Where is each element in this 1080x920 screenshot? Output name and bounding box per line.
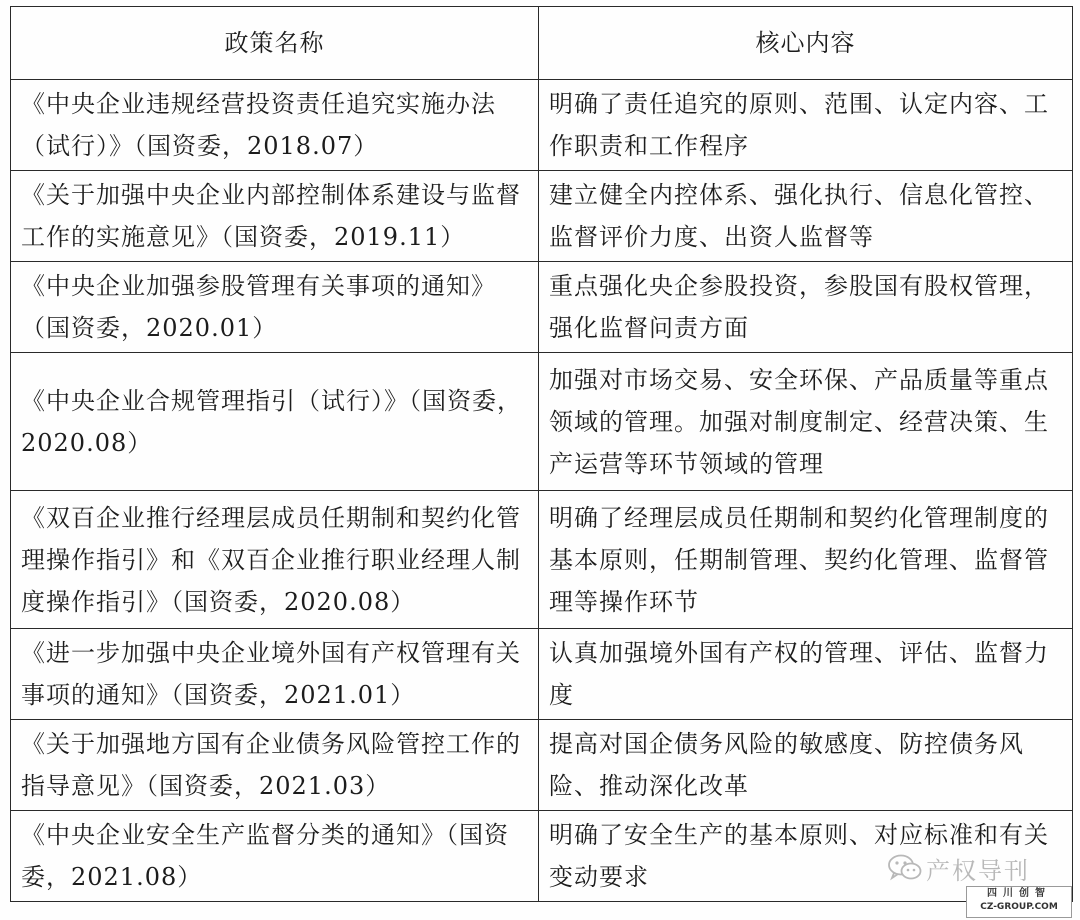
core-content-cell: 加强对市场交易、安全环保、产品质量等重点领域的管理。加强对制度制定、经营决策、生产运营等环节领域的管理 xyxy=(539,353,1073,491)
policy-name-cell: 《关于加强地方国有企业债务风险管控工作的指导意见》（国资委，2021.03） xyxy=(11,720,539,811)
table-row xyxy=(11,491,1073,629)
table-row xyxy=(11,720,1073,811)
header-core-content: 核心内容 xyxy=(539,7,1073,80)
policy-name-cell: 《中央企业违规经营投资责任追究实施办法（试行）》（国资委，2018.07） xyxy=(11,80,539,171)
watermark-title: 产权导刊 xyxy=(926,856,1030,885)
watermark-logo-box xyxy=(966,886,1072,918)
policy-name-cell: 《中央企业加强参股管理有关事项的通知》（国资委，2020.01） xyxy=(11,262,539,353)
policy-table xyxy=(10,6,1073,902)
table-row xyxy=(11,80,1073,171)
core-content-cell: 提高对国企债务风险的敏感度、防控债务风险、推动深化改革 xyxy=(539,720,1073,811)
policy-name-cell: 《中央企业合规管理指引（试行）》（国资委，2020.08） xyxy=(11,353,539,491)
header-policy-name: 政策名称 xyxy=(11,7,539,80)
watermark-header xyxy=(888,850,1072,886)
policy-name-cell: 《中央企业安全生产监督分类的通知》（国资委，2021.08） xyxy=(11,811,539,902)
table-row xyxy=(11,171,1073,262)
table-header-row xyxy=(11,7,1073,80)
table-row xyxy=(11,629,1073,720)
core-content-cell: 明确了安全生产的基本原则、对应标准和有关变动要求 xyxy=(539,811,1073,902)
watermark-org: 四川创智 xyxy=(987,888,1051,899)
core-content-cell: 认真加强境外国有产权的管理、评估、监督力度 xyxy=(539,629,1073,720)
table-row xyxy=(11,262,1073,353)
policy-name-cell: 《关于加强中央企业内部控制体系建设与监督工作的实施意见》（国资委，2019.11） xyxy=(11,171,539,262)
table-row xyxy=(11,353,1073,491)
core-content-cell: 建立健全内控体系、强化执行、信息化管控、监督评价力度、出资人监督等 xyxy=(539,171,1073,262)
policy-name-cell: 《进一步加强中央企业境外国有产权管理有关事项的通知》（国资委，2021.01） xyxy=(11,629,539,720)
core-content-cell: 明确了经理层成员任期制和契约化管理制度的基本原则，任期制管理、契约化管理、监督管理等操作环节 xyxy=(539,491,1073,629)
core-content-cell: 明确了责任追究的原则、范围、认定内容、工作职责和工作程序 xyxy=(539,80,1073,171)
watermark-url: CZ-GROUP.COM xyxy=(980,902,1058,912)
policy-name-cell: 《双百企业推行经理层成员任期制和契约化管理操作指引》和《双百企业推行职业经理人制度操作指引》（国资委，2020.08） xyxy=(11,491,539,629)
watermark xyxy=(888,850,1072,916)
core-content-cell: 重点强化央企参股投资，参股国有股权管理，强化监督问责方面 xyxy=(539,262,1073,353)
wechat-icon xyxy=(888,854,922,882)
